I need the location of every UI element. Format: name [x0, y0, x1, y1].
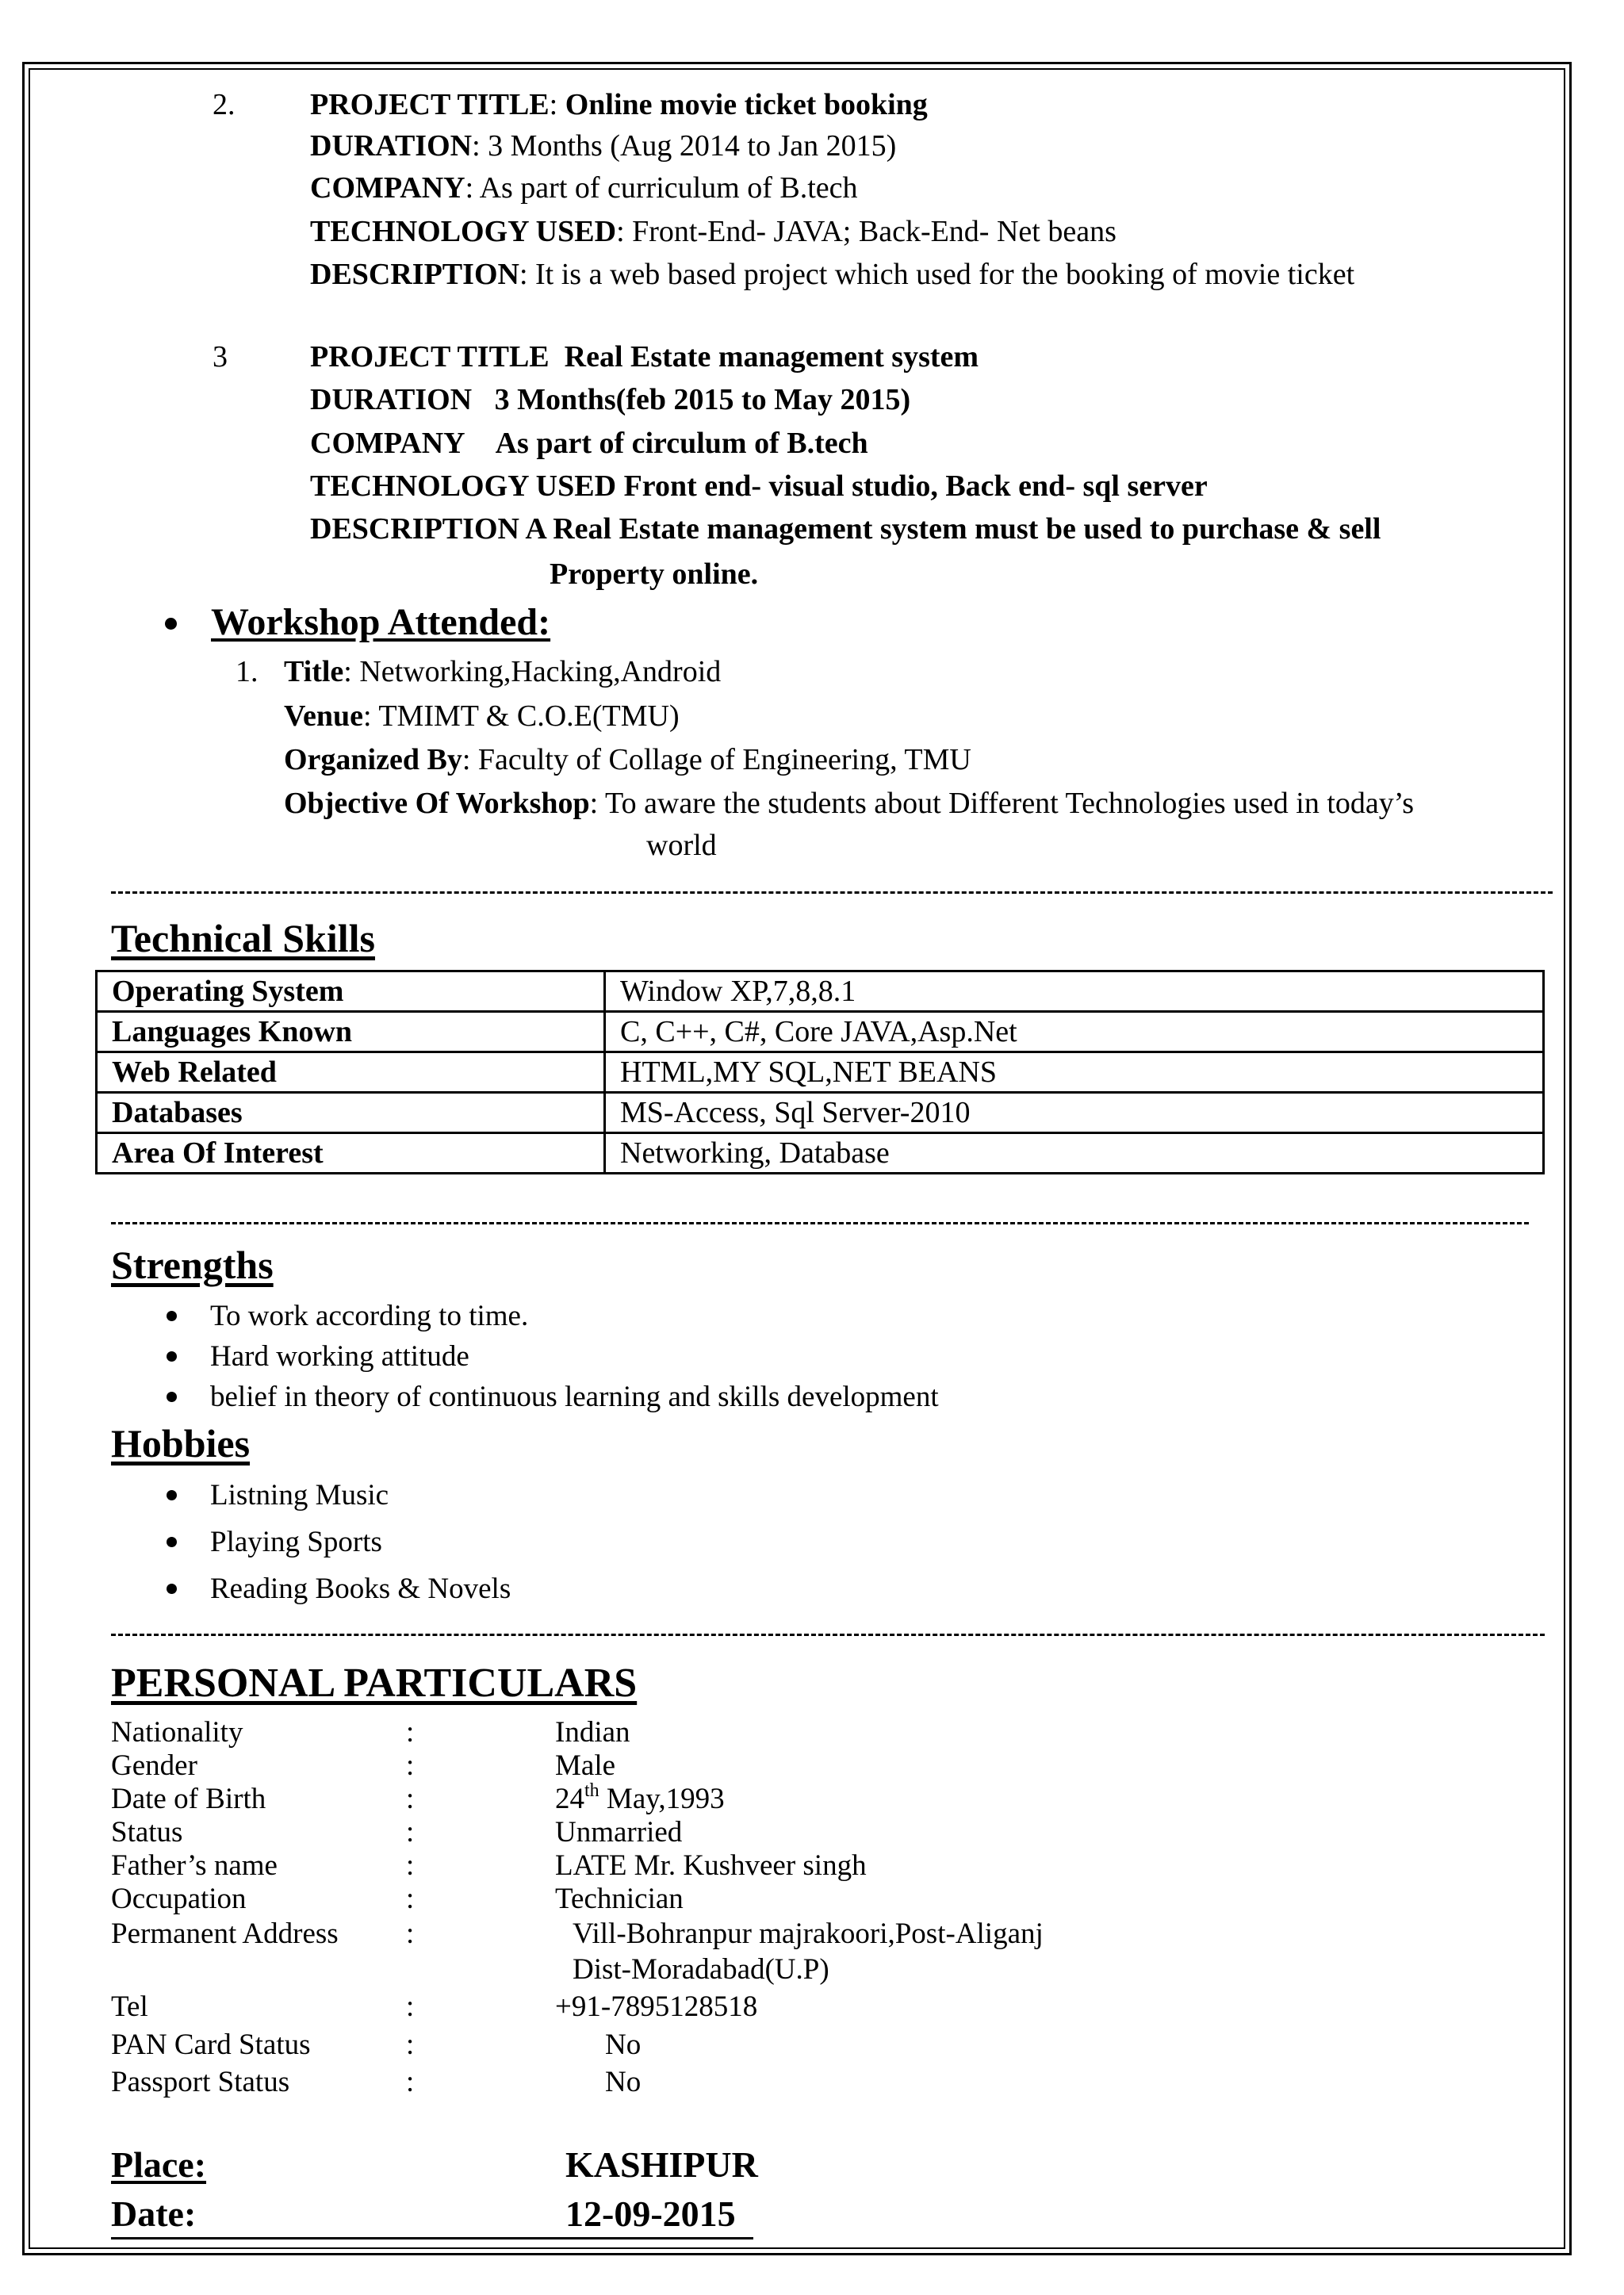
bullet-icon [167, 1490, 177, 1500]
field-value: LATE Mr. Kushveer singh [555, 1849, 867, 1882]
skill-value: Networking, Database [605, 1133, 1544, 1174]
bullet-icon [167, 1584, 177, 1594]
place-label: Place: [111, 2144, 207, 2185]
table-row [97, 1133, 1544, 1174]
workshop-title-line: Title: Networking,Hacking,Android [284, 655, 722, 688]
skill-key: Web Related [97, 1052, 605, 1093]
field-label: Father’s name [111, 1849, 278, 1882]
hobbies-heading: Hobbies [111, 1421, 251, 1466]
technical-skills-table [95, 970, 1545, 1174]
technical-skills-heading: Technical Skills [111, 916, 375, 960]
skill-value: C, C++, C#, Core JAVA,Asp.Net [605, 1012, 1544, 1052]
workshop-heading: Workshop Attended: [211, 601, 551, 643]
field-value: Technician [555, 1883, 684, 1915]
project-title-line: PROJECT TITLE Real Estate management system [310, 340, 979, 374]
field-label: Passport Status [111, 2066, 290, 2098]
project-number: 3 [213, 340, 228, 374]
project-duration-line: DURATION 3 Months(feb 2015 to May 2015) [310, 383, 911, 416]
list-item: belief in theory of continuous learning and skills development [210, 1381, 939, 1413]
field-value: 24th May,1993 [555, 1780, 725, 1815]
field-label: Gender [111, 1749, 197, 1782]
field-value: Unmarried [555, 1816, 683, 1849]
table-row [97, 1012, 1544, 1052]
field-separator: : [406, 1883, 415, 1915]
date-value: 12-09-2015 [565, 2193, 736, 2234]
skill-value: Window XP,7,8,8.1 [605, 971, 1544, 1012]
field-label: PAN Card Status [111, 2029, 311, 2061]
list-item: Listning Music [210, 1479, 389, 1511]
field-value: +91-7895128518 [555, 1990, 758, 2023]
field-separator: : [406, 1749, 415, 1782]
project-description-line: DESCRIPTION: It is a web based project which used for the booking of movie ticket [310, 258, 1355, 291]
workshop-venue-line: Venue: TMIMT & C.O.E(TMU) [284, 699, 680, 733]
table-row [97, 1052, 1544, 1093]
list-item: Playing Sports [210, 1526, 382, 1558]
field-separator: : [406, 1716, 415, 1749]
skill-value: MS-Access, Sql Server-2010 [605, 1093, 1544, 1133]
field-value: No [605, 2066, 642, 2098]
project-company-line: COMPANY: As part of curriculum of B.tech [310, 171, 858, 205]
skill-key: Area Of Interest [97, 1133, 605, 1174]
project-number: 2. [213, 88, 236, 121]
table-row [97, 1093, 1544, 1133]
field-value: Indian [555, 1716, 630, 1749]
divider [111, 891, 1553, 894]
divider [111, 1222, 1529, 1224]
date-underline [111, 2237, 753, 2239]
bullet-icon [167, 1392, 177, 1402]
workshop-organizer-line: Organized By: Faculty of Collage of Engineering, TMU [284, 743, 971, 776]
date-label: Date: [111, 2193, 197, 2234]
field-separator: : [406, 1918, 415, 1950]
bullet-icon [167, 1311, 177, 1321]
field-value: Vill-Bohranpur majrakoori,Post-Aliganj [573, 1918, 1044, 1950]
field-label: Date of Birth [111, 1783, 266, 1815]
divider [111, 1634, 1545, 1636]
list-item: To work according to time. [210, 1300, 529, 1332]
project-company-line: COMPANY As part of circulum of B.tech [310, 427, 868, 460]
personal-particulars-heading: PERSONAL PARTICULARS [111, 1661, 638, 1706]
project-technology-line: TECHNOLOGY USED Front end- visual studio, Back end- sql server [310, 469, 1208, 503]
skill-key: Operating System [97, 971, 605, 1012]
project-technology-line: TECHNOLOGY USED: Front-End- JAVA; Back-End- Net beans [310, 215, 1116, 248]
skill-value: HTML,MY SQL,NET BEANS [605, 1052, 1544, 1093]
table-row [97, 971, 1544, 1012]
field-value: No [605, 2029, 642, 2061]
field-separator: : [406, 2029, 415, 2061]
workshop-objective-continued: world [646, 829, 717, 862]
project-title-line: PROJECT TITLE: Online movie ticket booking [310, 88, 928, 121]
field-separator: : [406, 1990, 415, 2023]
field-label: Nationality [111, 1716, 243, 1749]
field-separator: : [406, 1849, 415, 1882]
field-value: Male [555, 1749, 616, 1782]
field-separator: : [406, 1783, 415, 1815]
field-label: Occupation [111, 1883, 247, 1915]
list-item: Hard working attitude [210, 1340, 469, 1373]
workshop-number: 1. [236, 655, 259, 688]
workshop-objective-line: Objective Of Workshop: To aware the students about Different Technologies used in today’s [284, 787, 1415, 820]
bullet-icon [167, 1537, 177, 1547]
skill-key: Databases [97, 1093, 605, 1133]
bullet-icon [165, 618, 177, 630]
place-value: KASHIPUR [565, 2144, 758, 2185]
project-description-line: DESCRIPTION A Real Estate management system must be used to purchase & sell [310, 512, 1381, 546]
skill-key: Languages Known [97, 1012, 605, 1052]
list-item: Reading Books & Novels [210, 1573, 511, 1605]
field-value-continued: Dist-Moradabad(U.P) [573, 1953, 829, 1986]
field-label: Tel [111, 1990, 148, 2023]
strengths-heading: Strengths [111, 1243, 274, 1287]
field-separator: : [406, 1816, 415, 1849]
project-duration-line: DURATION: 3 Months (Aug 2014 to Jan 2015) [310, 129, 897, 163]
field-separator: : [406, 2066, 415, 2098]
field-label: Status [111, 1816, 183, 1849]
bullet-icon [167, 1351, 177, 1362]
field-label: Permanent Address [111, 1918, 339, 1950]
project-description-continued: Property online. [550, 557, 759, 591]
